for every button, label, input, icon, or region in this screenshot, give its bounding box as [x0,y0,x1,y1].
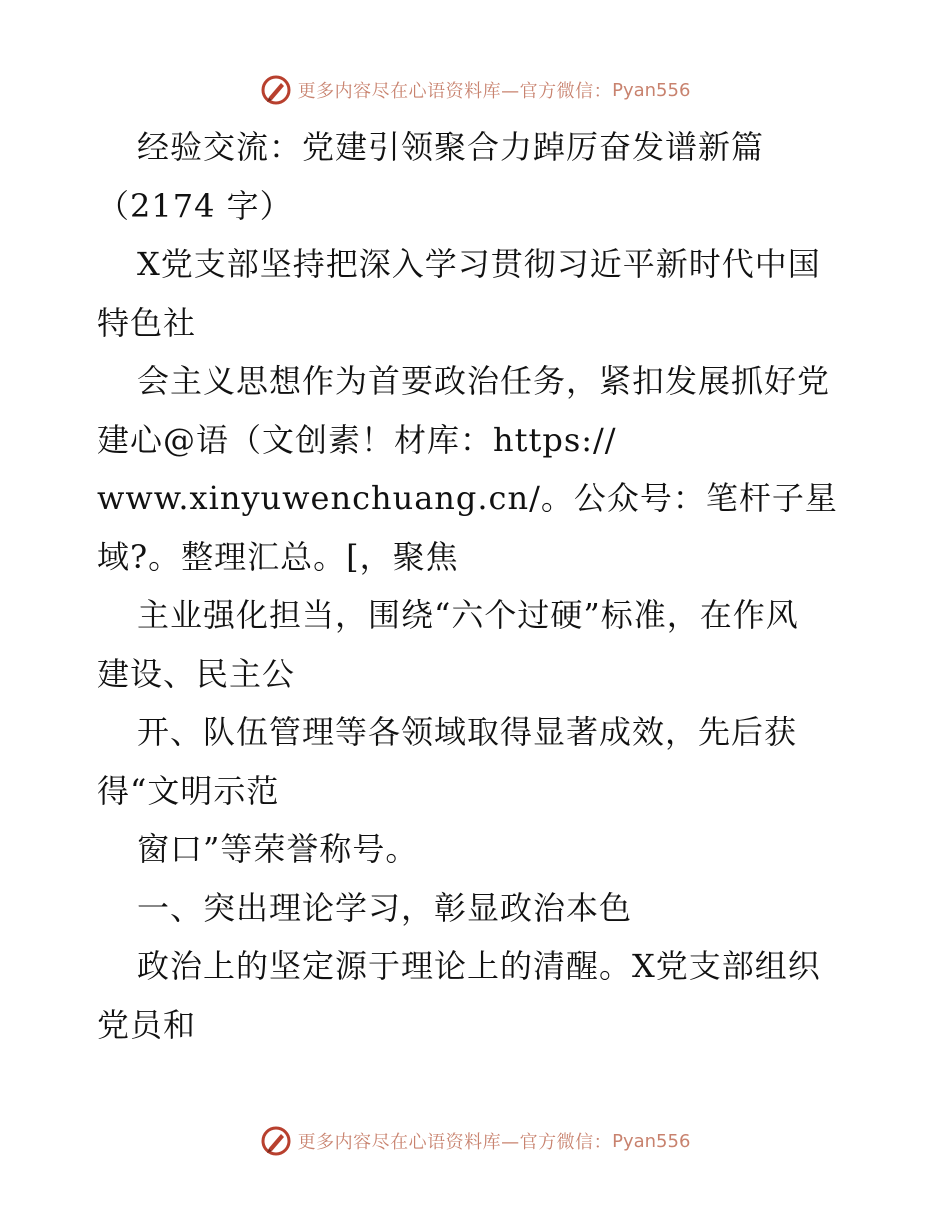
footer-watermark [0,1121,950,1161]
pen-logo-icon [260,74,292,106]
text-line: 一、突出理论学习，彰显政治本色 [137,888,633,927]
text-line: X党支部坚持把深入学习贯彻习近平新时代中国 [137,245,821,283]
text-line: （2174 字） [97,186,293,225]
header-watermark [0,70,950,110]
watermark-text: 更多内容尽在心语资料库—官方微信： [297,81,613,102]
text-line: 建设、民主公 [97,654,296,693]
watermark-text: 更多内容尽在心语资料库—官方微信： [297,1132,613,1153]
pen-logo-icon [260,1125,292,1157]
text-line: 特色社 [97,303,197,342]
text-line: 政治上的坚定源于理论上的清醒。X党支部组织 [137,947,821,985]
document-body [97,118,867,1054]
text-line: 会主义思想作为首要政治任务，紧扣发展抓好党 [137,362,831,400]
text-line: 经验交流：党建引领聚合力踔厉奋发谱新篇 [137,128,765,166]
text-line: 开、队伍管理等各领域取得显著成效，先后获 [137,713,798,751]
text-line: 主业强化担当，围绕“六个过硬”标准，在作风 [137,596,799,634]
text-line: 得“文明示范 [97,771,280,810]
text-line: 窗口”等荣誉称号。 [137,830,419,868]
text-line: www.xinyuwenchuang.cn/。公众号：笔杆子星 [97,479,838,517]
watermark-account: Pyan556 [612,1130,691,1152]
text-line: 建心@语（文创素！材库：https:// [97,420,617,459]
text-line: 域?。整理汇总。[，聚焦 [97,537,459,576]
watermark-account: Pyan556 [612,79,691,101]
text-line: 党员和 [97,1005,197,1044]
